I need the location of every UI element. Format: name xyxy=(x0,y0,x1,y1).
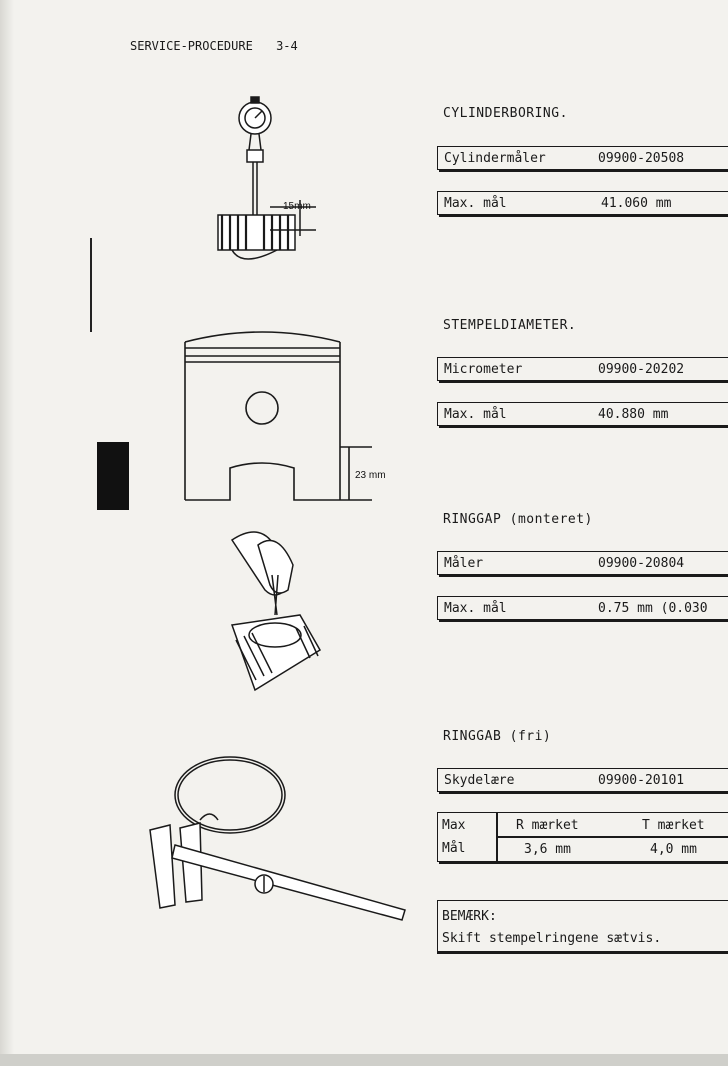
row-label: Max. mål xyxy=(444,407,507,422)
row-value: 0.75 mm (0.030 xyxy=(598,601,708,616)
caliper-figure xyxy=(150,757,405,920)
piston-micrometer-row xyxy=(437,357,728,381)
ringgap-gauge-row xyxy=(437,551,728,575)
table-cell-t: 4,0 mm xyxy=(650,842,697,857)
table-header-t: T mærket xyxy=(642,818,705,833)
ringgap-free-title: RINGGAB (fri) xyxy=(443,729,552,744)
row-label: Micrometer xyxy=(444,362,523,377)
row-label: Max. mål xyxy=(444,196,507,211)
cylinder-max-row xyxy=(437,191,728,215)
header-title: SERVICE-PROCEDURE xyxy=(130,39,253,53)
row-value: 40.880 mm xyxy=(598,407,669,422)
row-label: Max. mål xyxy=(444,601,507,616)
header-page-number: 3-4 xyxy=(276,39,298,53)
cylinder-gauge-row xyxy=(437,146,728,170)
row-value: 09900-20202 xyxy=(598,362,685,377)
ringgap-mounted-title: RINGGAP (monteret) xyxy=(443,512,593,527)
ring-gap-figure xyxy=(232,532,320,690)
row-label: Måler xyxy=(444,556,484,571)
dim-15-label: 15mm xyxy=(283,201,311,212)
row-value: 09900-20508 xyxy=(598,151,685,166)
ringgap-max-row xyxy=(437,596,728,620)
scan-bottom-edge xyxy=(0,1054,728,1066)
cylinder-gauge-figure xyxy=(218,97,316,259)
cylinder-section-title: CYLINDERBORING. xyxy=(443,106,568,121)
table-row-label: Mål xyxy=(442,841,466,856)
ringgap-free-tool-row xyxy=(437,768,728,792)
row-value: 09900-20101 xyxy=(598,773,685,788)
row-value: 41.060 mm xyxy=(601,196,672,211)
table-cell-r: 3,6 mm xyxy=(524,842,571,857)
row-label: Cylindermåler xyxy=(444,151,546,166)
dim-23-label: 23 mm xyxy=(355,470,386,481)
table-header-r: R mærket xyxy=(516,818,579,833)
piston-section-title: STEMPELDIAMETER. xyxy=(443,318,577,333)
table-row-label: Max xyxy=(442,818,466,833)
piston-figure xyxy=(185,332,372,500)
table-divider xyxy=(496,836,728,838)
row-label: Skydelære xyxy=(444,773,515,788)
note-text: Skift stempelringene sætvis. xyxy=(442,931,662,946)
ring-gap-table xyxy=(437,812,728,862)
note-title: BEMÆRK: xyxy=(442,909,497,924)
note-box xyxy=(437,900,728,952)
piston-max-row xyxy=(437,402,728,426)
row-value: 09900-20804 xyxy=(598,556,685,571)
